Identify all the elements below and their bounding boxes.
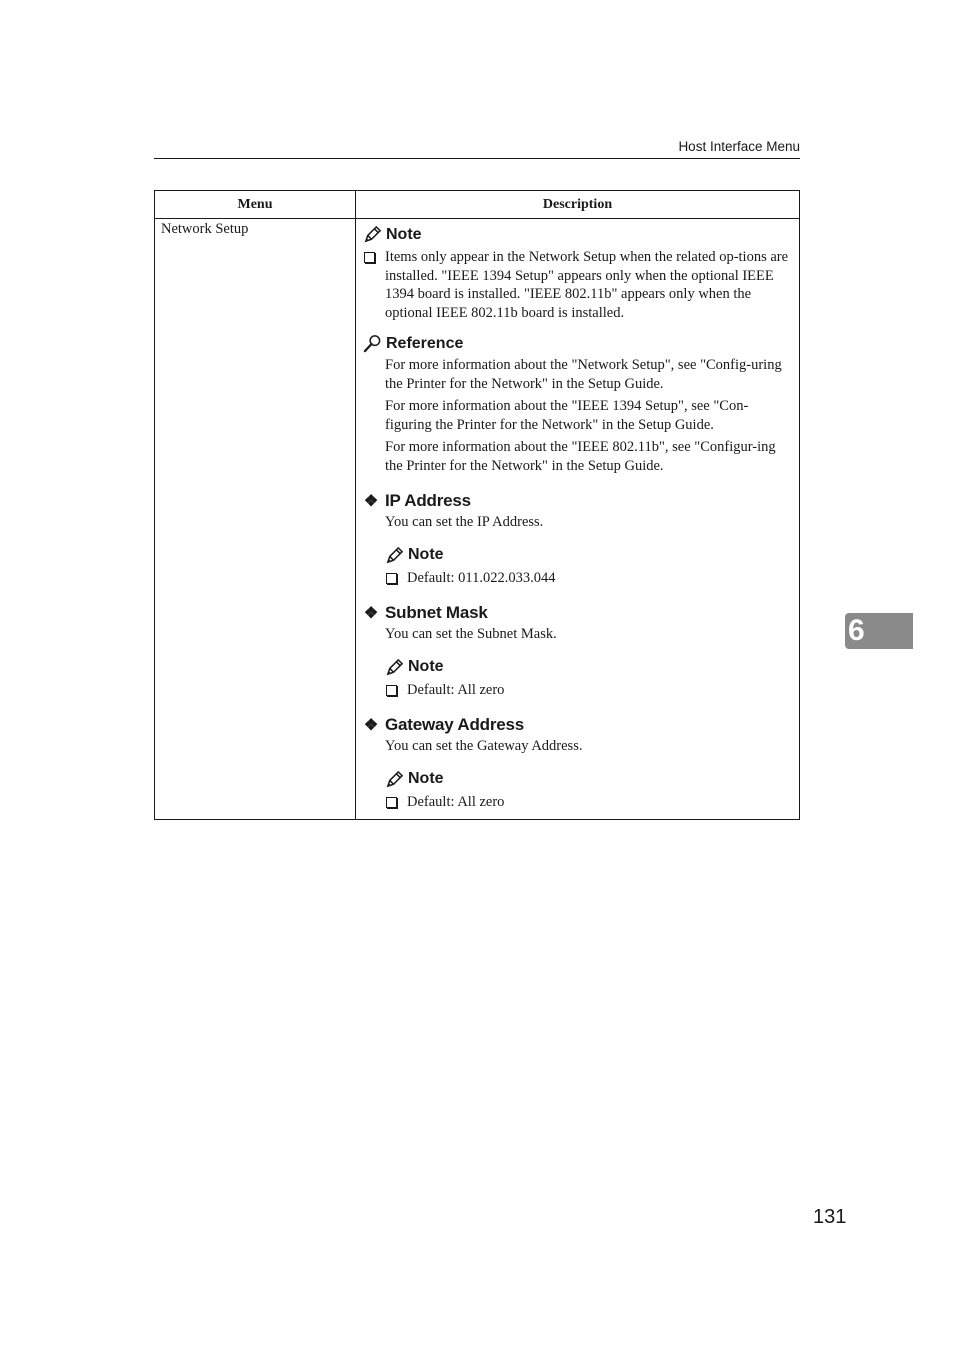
- section-text: You can set the IP Address.: [385, 514, 544, 530]
- pencil-icon: [385, 546, 404, 565]
- checkbox-bullet-icon: [386, 573, 397, 584]
- column-header-menu: Menu: [155, 191, 356, 219]
- reference-paragraph: For more information about the "IEEE 802.11b", see "Configur-ing the Printer for the Network" in the Setup Guide.: [385, 439, 776, 474]
- header-rule: [154, 158, 800, 159]
- note-heading: Note: [385, 546, 793, 565]
- reference-paragraph: For more information about the "IEEE 1394 Setup", see "Con-figuring the Printer for the Network" in the Setup Guide.: [385, 398, 749, 433]
- checkbox-bullet-icon: [386, 685, 397, 696]
- pencil-icon: [385, 770, 404, 789]
- column-header-description: Description: [356, 191, 800, 219]
- running-header: Host Interface Menu: [678, 139, 800, 154]
- checkbox-bullet-icon: [364, 252, 375, 263]
- reference-paragraph: For more information about the "Network Setup", see "Config-uring the Printer for the Network" in the Setup Guide.: [385, 357, 782, 392]
- chapter-tab: 6: [845, 613, 913, 649]
- page-number: 131: [813, 1206, 847, 1228]
- note-item: Default: All zero: [385, 793, 793, 812]
- note-item: Default: All zero: [385, 681, 793, 700]
- section-heading-subnet-mask: ❖ Subnet Mask: [363, 603, 488, 622]
- description-cell: [356, 219, 800, 820]
- checkbox-bullet-icon: [386, 797, 397, 808]
- table-row: [155, 219, 800, 820]
- note-item: Default: 011.022.033.044: [385, 569, 793, 588]
- section-text: You can set the Gateway Address.: [385, 738, 583, 754]
- note-heading: Note: [385, 770, 793, 789]
- section-heading-ip-address: ❖ IP Address: [363, 491, 471, 510]
- diamond-bullet-icon: ❖: [363, 493, 379, 510]
- note-heading: Note: [363, 225, 793, 244]
- pencil-icon: [385, 658, 404, 677]
- reference-heading: Reference: [363, 334, 793, 353]
- note-item: Items only appear in the Network Setup when the related op-tions are installed. "IEEE 1394 Setup" appears only when the optional IEEE 1394 board is installed. "IEEE 802.11b" appears only when the optional IEEE 802.11b board is installed.: [363, 248, 793, 322]
- note-heading: Note: [385, 658, 793, 677]
- diamond-bullet-icon: ❖: [363, 605, 379, 622]
- table-header-row: [155, 191, 800, 219]
- pencil-icon: [363, 225, 382, 244]
- section-text: You can set the Subnet Mask.: [385, 626, 557, 642]
- host-interface-menu-table: [154, 190, 800, 820]
- diamond-bullet-icon: ❖: [363, 717, 379, 734]
- section-heading-gateway-address: ❖ Gateway Address: [363, 715, 525, 734]
- magnifier-icon: [363, 334, 382, 353]
- menu-cell-network-setup: Network Setup: [155, 219, 356, 820]
